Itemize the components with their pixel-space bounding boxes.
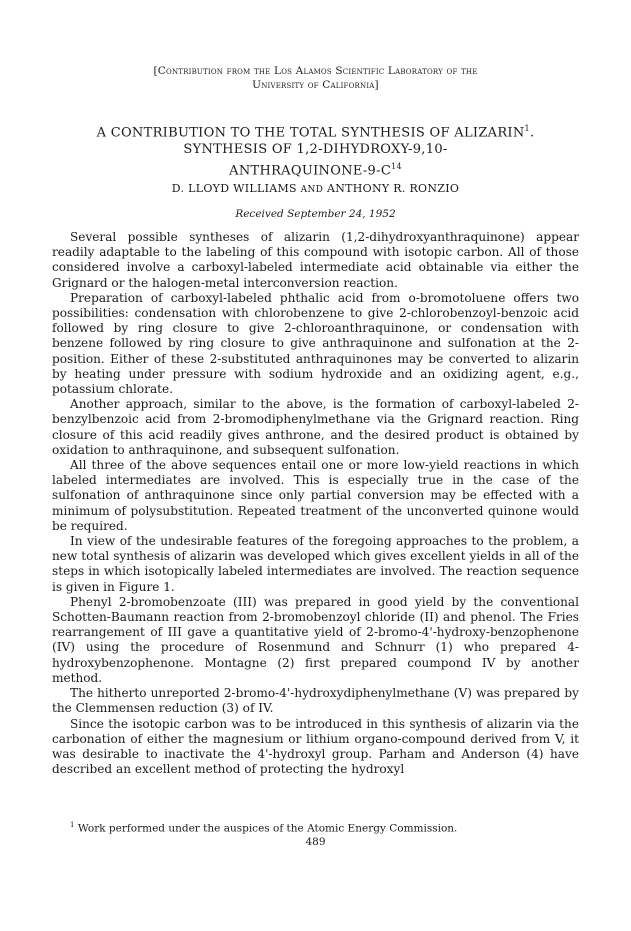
page-number: 489 — [305, 836, 326, 848]
paragraph-6: Phenyl 2-bromobenzoate (III) was prepared in good yield by the conventional Schotten-Baumann reaction from 2-bromobenzoyl chloride (II) and phenol. The Fries rearrangement of III gave a quantitative yield of 2-bromo-4'-hydroxy-benzophenone (IV) using the procedure of Rosenmund and Schnurr (1) who prepared 4-hydroxybenzophenone. Montagne (2) first prepared coumpond IV by another method. — [52, 594, 579, 685]
contribution-line-1: [Contribution from the Los Alamos Scientific Laboratory of the — [153, 65, 478, 77]
contribution-header — [52, 64, 579, 92]
author-second: ANTHONY R. RONZIO — [326, 182, 460, 195]
contribution-line-2: University of California] — [252, 79, 379, 91]
author-first: D. LLOYD WILLIAMS — [171, 182, 297, 195]
footnote — [52, 819, 579, 836]
paragraph-1: Several possible syntheses of alizarin (1,2-dihydroxyanthraquinone) appear readily adaptable to the labeling of this compound with isotopic carbon. All of those considered involve a carboxyl-labeled intermediate acid obtainable via either the Grignard or the halogen-metal interconversion reaction. — [52, 230, 579, 290]
author-line — [52, 182, 579, 197]
paragraph-8: Since the isotopic carbon was to be introduced in this synthesis of alizarin via the carbonation of either the magnesium or lithium organo-compound derived from V, it was desirable to inactivate the 4'-hydroxyl group. Parham and Anderson (4) have described an excellent method of protecting the hydroxyl — [52, 716, 579, 777]
footnote-marker: 1 — [70, 821, 75, 829]
author-and: AND — [300, 185, 324, 195]
paragraph-2: Preparation of carboxyl-labeled phthalic acid from o-bromotoluene offers two possibilities: condensation with chlorobenzene to give 2-chlorobenzoyl-benzoic acid followed by ring closure to give 2-chloroanthraquinone, or condensation with benzene followed by ring closure to give anthraquinone and sulfonation at the 2-position. Either of these 2-substituted anthraquinones may be converted to alizarin by heating under pressure with sodium hydroxide and an oxidizing agent, e.g., potassium chlorate. — [52, 290, 579, 397]
paragraph-3: Another approach, similar to the above, is the formation of carboxyl-labeled 2-benzylbenzoic acid from 2-bromodiphenylmethane via the Grignard reaction. Ring closure of this acid readily gives anthrone, and the desired product is obtained by oxidation to anthraquinone, and subsequent sulfonation. — [52, 397, 579, 457]
title-footnote-marker: 1 — [524, 124, 530, 133]
paragraph-5: In view of the undesirable features of the foregoing approaches to the problem, a new total synthesis of alizarin was developed which gives excellent yields in all of the steps in which isotopically labeled intermediates are involved. The reaction sequence is given in Figure 1. — [52, 534, 579, 594]
title-line-1: A CONTRIBUTION TO THE TOTAL SYNTHESIS OF ALIZARIN$^1$. — [96, 124, 535, 141]
isotope-superscript: 14 — [391, 162, 402, 172]
article-title — [52, 120, 579, 180]
title-line-3: ANTHRAQUINONE-$9-C^{14}$ — [229, 162, 402, 179]
paragraph-4: All three of the above sequences entail one or more low-yield reactions in which labeled intermediates are involved. This is especially true in the case of the sulfonation of anthraquinone since only partial conversion may be effected with a minimum of polysubstitution. Repeated treatment of the unconverted quinone would be required. — [52, 458, 579, 533]
article-body — [52, 230, 579, 777]
title-line-2: SYNTHESIS OF 1,2-DIHYDROXY-9,10- — [183, 142, 448, 158]
footnote-text: Work performed under the auspices of the Atomic Energy Commission. — [77, 822, 458, 835]
paragraph-7: The hitherto unreported 2-bromo-4'-hydroxydiphenylmethane (V) was prepared by the Clemmensen reduction (3) of IV. — [52, 686, 579, 716]
received-date: Received September 24, 1952 — [235, 208, 396, 220]
